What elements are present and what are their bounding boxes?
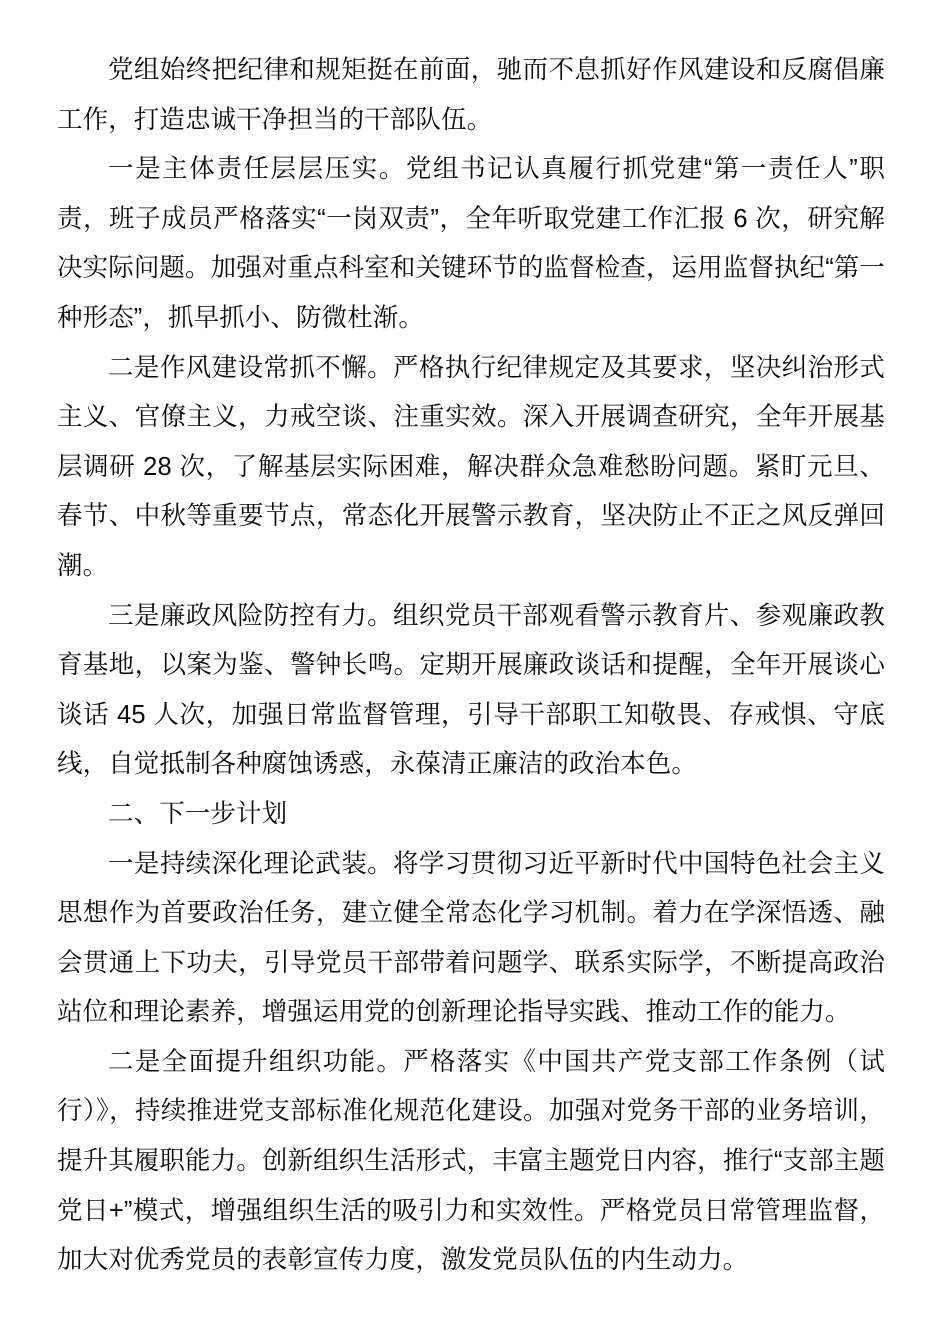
paragraph-plan-two-organization: 二是全面提升组织功能。严格落实《中国共产党支部工作条例（试行）》，持续推进党支部标准化规范化建设。加强对党务干部的业务培训，提升其履职能力。创新组织生活形式，丰富主题党日内容，推行“支部主题党日+”模式，增强组织生活的吸引力和实效性。严格党员日常管理监督，加大对优秀党员的表彰宣传力度，激发党员队伍的内生动力。 xyxy=(57,1047,885,1275)
paragraph-discipline-intro: 党组始终把纪律和规矩挺在前面，驰而不息抓好作风建设和反腐倡廉工作，打造忠诚干净担当的干部队伍。 xyxy=(57,56,885,134)
paragraph-item-two-work-style: 二是作风建设常抓不懈。严格执行纪律规定及其要求，坚决纠治形式主义、官僚主义，力戒空谈、注重实效。深入开展调查研究，全年开展基层调研 28 次，了解基层实际困难，解决群众急难愁盼问题。紧盯元旦、春节、中秋等重要节点，常态化开展警示教育，坚决防止不正之风反弹回潮。 xyxy=(57,353,885,580)
paragraph-item-three-risk-control: 三是廉政风险防控有力。组织党员干部观看警示教育片、参观廉政教育基地，以案为鉴、警钟长鸣。定期开展廉政谈话和提醒，全年开展谈心谈话 45 人次，加强日常监督管理，引导干部职工知敬畏、存戒惧、守底线，自觉抵制各种腐蚀诱惑，永葆清正廉洁的政治本色。 xyxy=(57,601,885,779)
section-heading-next-steps: 二、下一步计划 xyxy=(108,799,288,828)
document-text-body xyxy=(57,46,885,1286)
paragraph-item-one-responsibility: 一是主体责任层层压实。党组书记认真履行抓党建“第一责任人”职责，班子成员严格落实“一岗双责”，全年听取党建工作汇报 6 次，研究解决实际问题。加强对重点科室和关键环节的监督检查，运用监督执纪“第一种形态”，抓早抓小、防微杜渐。 xyxy=(57,155,885,332)
paragraph-plan-one-theory: 一是持续深化理论武装。将学习贯彻习近平新时代中国特色社会主义思想作为首要政治任务，建立健全常态化学习机制。着力在学深悟透、融会贯通上下功夫，引导党员干部带着问题学、联系实际学，不断提高政治站位和理论素养，增强运用党的创新理论指导实践、推动工作的能力。 xyxy=(57,849,885,1027)
